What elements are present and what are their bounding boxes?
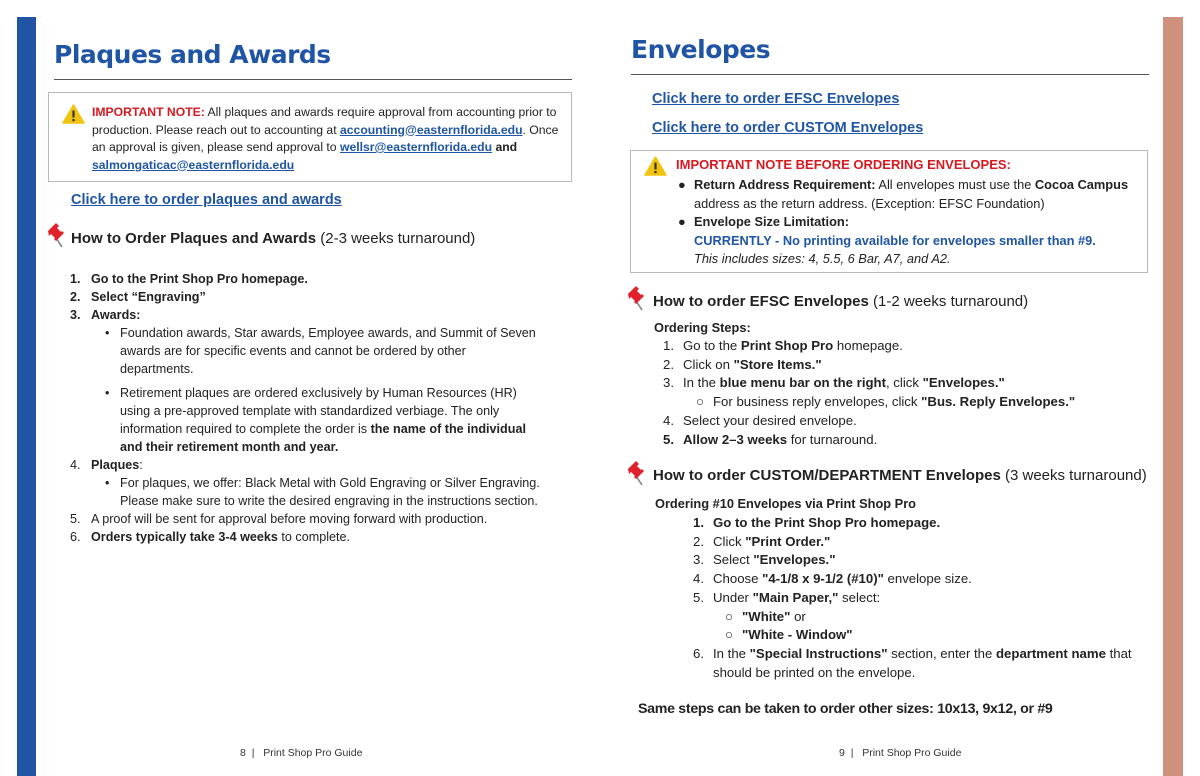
list-bullet xyxy=(105,384,540,456)
step-text: Plaques xyxy=(91,458,140,472)
left-color-strip xyxy=(17,17,36,776)
list-item: 3. Select "Envelopes." xyxy=(693,552,836,568)
bullet-bold: the name of the individual and their retirement month and year. xyxy=(120,422,526,454)
howto-rest: (2-3 weeks turnaround) xyxy=(316,230,476,247)
step-colon: : xyxy=(139,458,143,472)
same-steps-note: Same steps can be taken to order other sizes: 10x13, 9x12, or #9 xyxy=(638,701,1053,717)
step-text: , click xyxy=(885,375,923,391)
step-text: A proof will be sent for approval before moving forward with production. xyxy=(91,512,488,526)
custom-steps-list xyxy=(686,514,1156,682)
step-bold: "Main Paper," xyxy=(752,589,839,605)
order-efsc-envelopes-link[interactable]: Click here to order EFSC Envelopes xyxy=(652,91,900,107)
howto-rest: (1-2 weeks turnaround) xyxy=(868,293,1029,310)
ordering-10-label: Ordering #10 Envelopes via Print Shop Pro xyxy=(655,496,916,511)
list-item: 6. In the "Special Instructions" section, enter the department name that xyxy=(693,645,1132,661)
step-bold: "Envelopes." xyxy=(753,552,836,568)
footer-separator: | xyxy=(850,747,854,759)
envelopes-title: Envelopes xyxy=(631,35,771,64)
envelope-note-bullets xyxy=(676,176,1146,269)
list-item: 3. In the blue menu bar on the right, click "Envelopes." xyxy=(663,375,1005,391)
note-and: and xyxy=(492,140,518,154)
step-bold: "Special Instructions" xyxy=(749,645,888,661)
page-footer-left xyxy=(240,747,362,759)
step-text: for turnaround. xyxy=(787,431,878,447)
accounting-email-link[interactable]: accounting@easternflorida.edu xyxy=(339,122,523,137)
wellsr-email-link[interactable]: wellsr@easternflorida.edu xyxy=(339,140,493,154)
step-text: For business reply envelopes, click xyxy=(713,394,922,410)
step-text: Click xyxy=(713,533,746,549)
pushpin-icon xyxy=(626,285,648,311)
efsc-steps-list xyxy=(656,337,1146,449)
note-label: IMPORTANT NOTE: xyxy=(92,105,205,119)
list-item: 5. Allow 2–3 weeks for turnaround. xyxy=(663,431,878,447)
warning-icon xyxy=(62,104,85,124)
list-item: 1. Go to the Print Shop Pro homepage. xyxy=(663,338,903,353)
step-bold: Print Shop Pro xyxy=(740,338,834,353)
pushpin-icon xyxy=(46,222,68,248)
important-note-box xyxy=(48,92,572,182)
list-item: 4. Plaques: • For plaques, we offer: Black Metal with Gold Engraving or Silver Engraving. Please make sure to write the desired engraving in the instructions section. xyxy=(70,456,540,510)
step-text: Click on xyxy=(683,356,734,372)
bullet-text: Foundation awards, Star awards, Employee awards, and Summit of Seven awards are for specific events and cannot be ordered by other departments. xyxy=(120,326,536,376)
step-text: In the xyxy=(713,645,750,661)
howto-efsc-heading xyxy=(653,293,1028,310)
list-item: 2. Select “Engraving” xyxy=(70,290,206,304)
page-number: 8 xyxy=(240,747,246,759)
bullet-italic: This includes sizes: 4, 5.5, 6 Bar, A7, and A2. xyxy=(694,251,951,267)
bullet-bold: Cocoa Campus xyxy=(1034,177,1129,192)
page-number: 9 xyxy=(839,747,845,759)
step-text: Under xyxy=(713,589,753,605)
step-bold: "4-1/8 x 9-1/2 (#10)" xyxy=(762,571,884,587)
note-text xyxy=(92,104,562,174)
howto-custom-heading xyxy=(653,467,1147,484)
list-item: 5. A proof will be sent for approval before moving forward with production. xyxy=(70,512,488,526)
note-text-part: . Once an approval is given, please send approval to xyxy=(92,122,559,154)
title-divider xyxy=(631,74,1149,75)
howto-plaques-heading xyxy=(71,230,475,247)
step-bold: Allow 2–3 weeks xyxy=(683,431,788,447)
list-item: 6. Orders typically take 3-4 weeks to complete. xyxy=(70,530,351,544)
order-custom-envelopes-link[interactable]: Click here to order CUSTOM Envelopes xyxy=(652,120,924,136)
step-text: Select xyxy=(713,552,754,568)
footer-separator: | xyxy=(251,747,255,759)
plaques-steps-list xyxy=(70,270,540,546)
bullet-text: All envelopes must use the xyxy=(875,177,1035,192)
list-item: 4. Select your desired envelope. xyxy=(663,412,857,428)
step-bold: "Bus. Reply Envelopes." xyxy=(921,394,1076,410)
option-bold: "White" xyxy=(742,608,791,624)
bullet-text: Retirement plaques are ordered exclusively by Human Resources (HR) using a pre-approved template with standardized verbiage. The only information required to complete the order is xyxy=(120,386,517,436)
pushpin-icon xyxy=(626,460,648,486)
page-footer-right xyxy=(839,747,961,759)
option-bold: "White - Window" xyxy=(742,627,853,643)
footer-guide-title: Print Shop Pro Guide xyxy=(263,747,363,759)
list-item: 5. Under "Main Paper," select: xyxy=(693,589,881,605)
list-item-continued xyxy=(686,664,1156,683)
list-subitem: ○ "White - Window" xyxy=(725,627,853,643)
list-item: 4. Choose "4-1/8 x 9-1/2 (#10)" envelope size. xyxy=(693,571,972,587)
list-bullet: ● Return Address Requirement: All envelopes must use the Cocoa Campus address as the return address. (Exception: EFSC Foundation) xyxy=(678,177,1129,211)
order-plaques-link[interactable]: Click here to order plaques and awards xyxy=(71,192,342,208)
step-text: Go to the Print Shop Pro homepage. xyxy=(91,272,308,286)
option-text: or xyxy=(790,608,806,624)
title-divider xyxy=(54,79,572,80)
list-item: 2. Click "Print Order." xyxy=(693,533,831,549)
page-title: Plaques and Awards xyxy=(54,40,331,69)
envelope-note-label: IMPORTANT NOTE BEFORE ORDERING ENVELOPES: xyxy=(676,157,1011,172)
howto-bold: How to order CUSTOM/DEPARTMENT Envelopes xyxy=(653,467,1001,484)
step-bold: department name xyxy=(996,645,1106,661)
step-text: Select your desired envelope. xyxy=(683,412,857,428)
right-color-strip xyxy=(1163,17,1183,776)
step-bold: "Store Items." xyxy=(733,356,822,372)
bullet-bold: Envelope Size Limitation: xyxy=(694,214,850,230)
step-text: homepage. xyxy=(833,338,903,353)
warning-icon xyxy=(644,156,667,176)
step-bold: Orders typically take 3-4 weeks xyxy=(91,530,278,544)
list-bullet: ● Envelope Size Limitation: CURRENTLY - No printing available for envelopes smaller than #9. This includes sizes: 4, 5.5, 6 Bar, A7, and A2. xyxy=(678,214,1096,267)
list-bullet xyxy=(105,474,540,510)
list-item: 2. Click on "Store Items." xyxy=(663,356,822,372)
salmongaticac-email-link[interactable]: salmongaticac@easternflorida.edu xyxy=(92,157,295,172)
list-bullet xyxy=(105,324,540,378)
step-text: Awards: xyxy=(91,308,141,322)
list-subitem: ○ For business reply envelopes, click "Bus. Reply Envelopes." xyxy=(696,394,1076,410)
list-item: 3. Awards: • Foundation awards, Star awards, Employee awards, and Summit of Seven awards are for specific events and cannot be ordered by other departments. • Retirement plaques are ordered exclusively by Human Resources (HR) using a pre-approved template with standardized verbiage. The only information required to complete the order is the name of the individual and their retirement month and year. xyxy=(70,306,540,456)
size-limitation-text: CURRENTLY - No printing available for envelopes smaller than #9. xyxy=(694,232,1096,248)
step-text: Go to the xyxy=(683,338,741,353)
howto-bold: How to order EFSC Envelopes xyxy=(653,293,869,310)
list-subitem: ○ "White" or xyxy=(725,608,806,624)
step-text: to complete. xyxy=(277,530,351,544)
step-text: section, enter the xyxy=(887,645,996,661)
bullet-text: address as the return address. (Exception: EFSC Foundation) xyxy=(694,195,1045,211)
step-text: Select “Engraving” xyxy=(91,290,206,304)
step-bold: "Envelopes." xyxy=(922,375,1005,391)
step-text: select: xyxy=(838,589,881,605)
howto-bold: How to Order Plaques and Awards xyxy=(71,230,317,247)
bullet-bold: Return Address Requirement: xyxy=(694,177,876,192)
list-item: 1. Go to the Print Shop Pro homepage. xyxy=(70,272,308,286)
step-text: Choose xyxy=(713,571,763,587)
list-item: 1. Go to the Print Shop Pro homepage. xyxy=(693,515,941,530)
step-text: In the xyxy=(683,375,720,391)
bullet-text: For plaques, we offer: Black Metal with Gold Engraving or Silver Engraving. Please make sure to write the desired engraving in the instructions section. xyxy=(120,476,540,508)
note-text-part: All plaques and awards require approval from accounting prior to production. Please reach out to accounting at xyxy=(92,105,557,137)
howto-rest: (3 weeks turnaround) xyxy=(1000,467,1147,484)
step-text: envelope size. xyxy=(883,571,972,587)
step-bold: "Print Order." xyxy=(745,533,831,549)
footer-guide-title: Print Shop Pro Guide xyxy=(862,747,962,759)
step-bold: blue menu bar on the right xyxy=(719,375,886,391)
step-bold: Go to the Print Shop Pro homepage. xyxy=(713,515,941,530)
ordering-steps-label: Ordering Steps: xyxy=(654,320,751,335)
step-text: that xyxy=(1105,645,1132,661)
envelope-note-box xyxy=(630,150,1148,273)
step-text: should be printed on the envelope. xyxy=(713,664,916,680)
